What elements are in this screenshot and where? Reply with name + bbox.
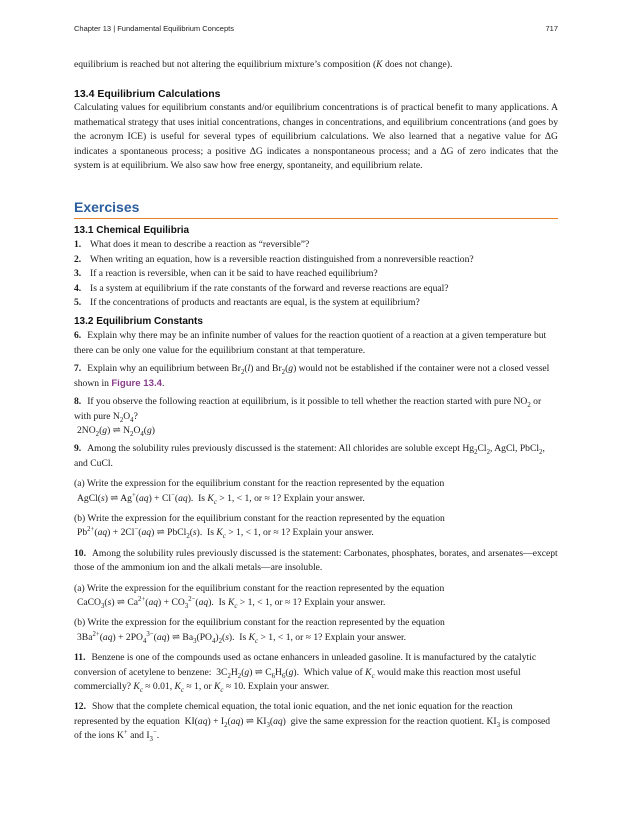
question-text: O bbox=[123, 410, 131, 422]
question-text: give the same expression for the reaction quotient. KI bbox=[290, 715, 497, 727]
question-text: ? bbox=[133, 410, 138, 422]
question-9: 9. Among the solubility rules previously discussed is the statement: All chlorides are soluble except $Hg_2Cl_2$, AgCl, PbCl$_2$, and CuCl. bbox=[74, 443, 545, 469]
equation-9a: AgCl(s) ⇌ Ag+(aq) + Cl−(aq). Is $K_c > 1$, < 1, or ≈ 1? Explain your answer. bbox=[77, 491, 365, 506]
question-text: What does it mean to describe a reaction as “reversible”? bbox=[90, 239, 310, 251]
question-text: and bbox=[130, 730, 144, 742]
question-text: . bbox=[161, 377, 165, 389]
section-heading-13-4: 13.4 Equilibrium Calculations bbox=[74, 88, 221, 101]
question-number: 9. bbox=[74, 443, 82, 455]
page-number: 717 bbox=[545, 24, 558, 33]
question-number: 5. bbox=[74, 297, 82, 309]
question-2 bbox=[74, 253, 558, 267]
question-number: 4. bbox=[74, 282, 82, 294]
equation-10b: $3Ba^{2+}(aq) + 2PO_4^{3-}(aq)$ ⇌ $Ba_3(PO_4)_2(s)$. Is $K_c > 1$, < 1, or ≈ 1? Explain your answer. bbox=[77, 630, 407, 645]
summary-paragraph: Calculating values for equilibrium constants and/or equilibrium concentrations is of practical benefit to many applications. A mathematical strategy that uses initial concentrations, changes in concentrations, and equilibrium concentrations (and goes by the acronym ICE) is useful for several types of equilibrium calculations. We also learned that a negative value for ΔG indicates a spontaneous process; a positive ΔG indicates a nonspontaneous process; and a ΔG of zero indicates that the system is at equilibrium. We also saw how free energy, spontaneity, and equilibrium relate. bbox=[74, 102, 558, 172]
phase-label: g bbox=[288, 363, 294, 375]
question-number: 3. bbox=[74, 268, 82, 280]
question-text: ( bbox=[244, 363, 248, 375]
question-5 bbox=[74, 296, 558, 310]
question-text: 0.01, bbox=[152, 681, 173, 692]
question-12: 12. Show that the complete chemical equation, the total ionic equation, and the net ionic equation for the reaction represented by the equation $KI(aq) + I_2(aq)$ ⇌ $KI_3(aq)$ give the same expression for the reaction quotient. $KI_3$ is composed of the ions K+ and $I_3^-$. bbox=[74, 701, 551, 744]
question-6 bbox=[74, 329, 558, 358]
question-text: 1, or bbox=[194, 681, 212, 692]
chapter-title: Chapter 13 | Fundamental Equilibrium Concepts bbox=[74, 24, 234, 33]
question-10a bbox=[74, 582, 558, 596]
equation-8: $2NO_2(g)$ ⇌ $N_2O_4(g)$ bbox=[77, 424, 155, 438]
question-text: or with pure N bbox=[74, 396, 542, 422]
equation-9b: $Pb^{2+}(aq) + 2Cl^-(aq)$ ⇌ PbCl$_2$(s). Is $K_c > 1$, < 1, or ≈ 1? Explain your answer. bbox=[77, 526, 374, 541]
part-label: (a) bbox=[74, 478, 85, 490]
question-1 bbox=[74, 238, 558, 252]
question-text: Is a system at equilibrium if the rate constants of the forward and reverse reactions are equal? bbox=[90, 282, 449, 294]
phase-label: l bbox=[247, 363, 251, 375]
question-text: would make this reaction most useful commercially? bbox=[74, 666, 521, 692]
question-10 bbox=[74, 547, 558, 576]
question-text: If a reaction is reversible, when can it be said to have reached equilibrium? bbox=[90, 268, 378, 280]
question-number: 10. bbox=[74, 547, 86, 559]
question-3 bbox=[74, 267, 558, 281]
part-label: (b) bbox=[74, 617, 86, 629]
equation-10a: CaCO$_3$(s) ⇌ $Ca^{2+}(aq) + CO_3^{2-}(aq)$. Is $K_c > 1$, < 1, or ≈ 1? Explain your answer. bbox=[77, 595, 386, 610]
question-7: 7. Explain why an equilibrium between $Br_2(l)$ and $Br_2(g)$ would not be established if the container were not a closed vessel shown in Figure 13.4. bbox=[74, 363, 550, 389]
question-text: ( bbox=[285, 363, 289, 375]
part-label: (b) bbox=[74, 512, 86, 524]
question-11: 11. Benzene is one of the compounds used as octane enhancers in unleaded gasoline. It is manufactured by the catalytic conversion of acetylene to benzene: $3C_2H_2(g)$ ⇌ $C_6H_6(g)$. Which value of $K_c$ would make this reaction most useful commercially? $K_c \approx 0.01$, $K_c \approx 1$, or $K_c \approx 10$. Explain your answer. bbox=[74, 652, 537, 694]
question-text: Cl bbox=[477, 443, 487, 455]
question-text: ) would not be established if the container were not a closed vessel shown in bbox=[74, 363, 550, 389]
subsection-heading-13-1: 13.1 Chemical Equilibria bbox=[74, 225, 190, 237]
question-number: 6. bbox=[74, 330, 82, 342]
question-text: Write the expression for the equilibrium constant for the reaction represented by the equation bbox=[86, 478, 445, 490]
question-number: 8. bbox=[74, 396, 82, 408]
question-text: Write the expression for the equilibrium constant for the reaction represented by the equation bbox=[87, 512, 445, 524]
question-text: Explain why an equilibrium between Br bbox=[87, 363, 241, 375]
question-text: Explain why there may be an infinite number of values for the reaction quotient of a reaction at a given temperature but there can be only one value for the equilibrium constant at that temperature. bbox=[74, 330, 547, 356]
question-text: If you observe the following reaction at equilibrium, is it possible to tell whether the reaction started with pure NO bbox=[87, 396, 528, 408]
question-text: When writing an equation, how is a reversible reaction distinguished from a nonreversible reaction? bbox=[90, 253, 474, 265]
question-number: 11. bbox=[74, 652, 86, 664]
question-text: Write the expression for the equilibrium constant for the reaction represented by the equation bbox=[87, 617, 445, 629]
question-text: Write the expression for the equilibrium constant for the reaction represented by the equation bbox=[86, 582, 445, 594]
question-10b bbox=[74, 616, 558, 630]
question-text: , and CuCl. bbox=[74, 443, 545, 469]
question-text: ) and Br bbox=[250, 363, 282, 375]
question-text: Show that the complete chemical equation, the total ionic equation, and the net ionic equation for the reaction represented by the equation bbox=[74, 701, 513, 727]
question-9b bbox=[74, 512, 558, 526]
question-text: , AgCl, PbCl bbox=[489, 443, 540, 455]
exercises-title: Exercises bbox=[74, 198, 558, 219]
subsection-heading-13-2: 13.2 Equilibrium Constants bbox=[74, 316, 203, 328]
question-9a bbox=[74, 477, 558, 491]
question-text: If the concentrations of products and reactants are equal, is the system at equilibrium? bbox=[90, 297, 420, 309]
question-number: 2. bbox=[74, 253, 82, 265]
question-number: 7. bbox=[74, 363, 82, 375]
question-text: 10. Explain your answer. bbox=[233, 681, 330, 692]
question-4 bbox=[74, 282, 558, 296]
part-label: (a) bbox=[74, 582, 85, 594]
question-text: Which value of bbox=[303, 666, 363, 678]
page-content bbox=[74, 58, 558, 744]
figure-link[interactable]: Figure 13.4 bbox=[111, 377, 162, 389]
question-text: Benzene is one of the compounds used as octane enhancers in unleaded gasoline. It is manufactured by the catalytic conversion of acetylene to benzene: bbox=[74, 652, 537, 678]
question-8: 8. If you observe the following reaction at equilibrium, is it possible to tell whether the reaction started with pure $NO_2$ or with pure $N_2O_4$? bbox=[74, 396, 542, 424]
intro-paragraph: equilibrium is reached but not altering the equilibrium mixture’s composition (K does not change). bbox=[74, 59, 453, 70]
question-text: Among the solubility rules previously discussed is the statement: Carbonates, phosphates, borates, and arsenates—except those of the ammonium ion and the alkali metals—are insoluble. bbox=[74, 547, 558, 574]
running-header bbox=[74, 24, 558, 33]
question-number: 12. bbox=[74, 701, 86, 713]
question-text: Among the solubility rules previously discussed is the statement: All chlorides are soluble except Hg bbox=[87, 443, 475, 455]
question-text: is composed of the ions K bbox=[74, 715, 551, 742]
question-number: 1. bbox=[74, 239, 82, 251]
